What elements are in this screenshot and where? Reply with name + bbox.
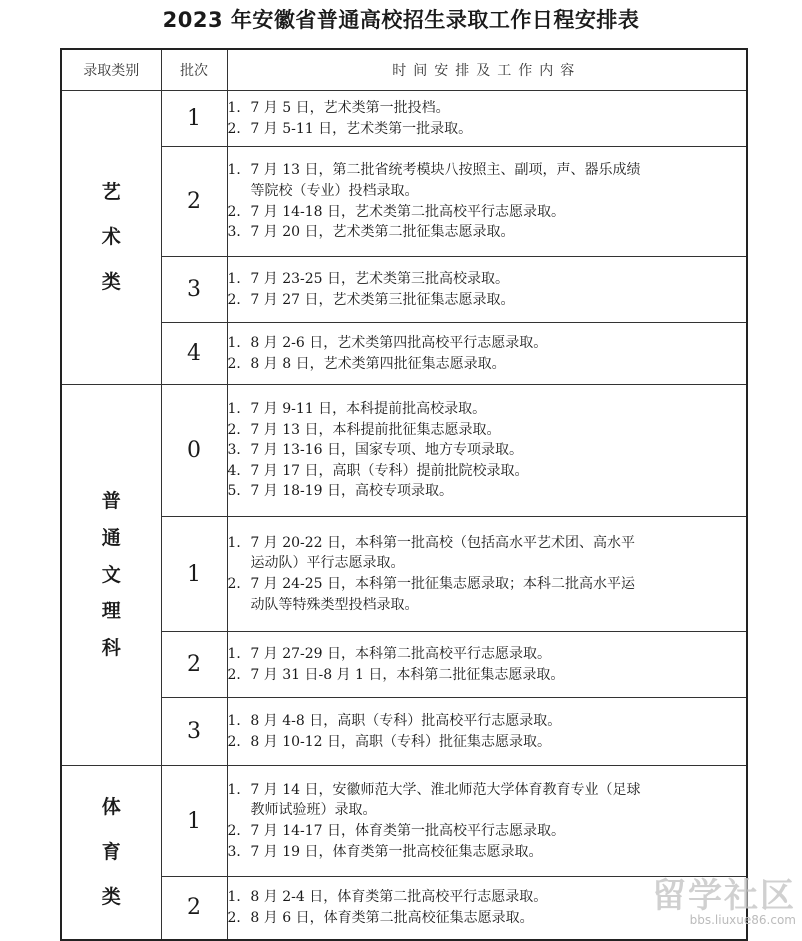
table-row <box>61 91 747 147</box>
category-char: 术 <box>101 226 121 249</box>
batch-cell: 3 <box>161 698 227 766</box>
content-cell <box>227 257 747 323</box>
table-row <box>61 257 747 323</box>
batch-cell: 2 <box>161 877 227 940</box>
schedule-line: 3．7 月 19 日，体育类第一批高校征集志愿录取。 <box>227 843 543 860</box>
schedule-line: 2．8 月 8 日，艺术类第四批征集志愿录取。 <box>227 355 506 372</box>
page-title: 2023 年安徽省普通高校招生录取工作日程安排表 <box>162 8 640 32</box>
schedule-line: 4．7 月 17 日，高职（专科）提前批院校录取。 <box>227 462 529 479</box>
header-row <box>61 49 747 91</box>
watermark-url: bbs.liuxue86.com <box>689 913 796 927</box>
table-row <box>61 877 747 940</box>
schedule-line: 2．7 月 14-17 日，体育类第一批高校平行志愿录取。 <box>227 823 566 839</box>
batch-cell: 0 <box>161 385 227 517</box>
schedule-line: 1．7 月 23-25 日，艺术类第三批高校录取。 <box>227 270 510 287</box>
content-cell <box>227 517 747 632</box>
content-cell <box>227 147 747 257</box>
schedule-line: 3．7 月 20 日，艺术类第二批征集志愿录取。 <box>227 224 515 241</box>
batch-cell: 2 <box>161 147 227 257</box>
category-char: 文 <box>101 563 121 586</box>
batch-cell: 1 <box>161 517 227 632</box>
category-char: 类 <box>101 885 121 908</box>
schedule-line: 1．8 月 4-8 日，高职（专科）批高校平行志愿录取。 <box>227 712 562 729</box>
schedule-line: 2．7 月 13 日，本科提前批征集志愿录取。 <box>227 421 501 438</box>
content-cell <box>227 632 747 698</box>
table-row <box>61 147 747 257</box>
category-char: 通 <box>101 526 121 549</box>
schedule-body <box>61 91 747 940</box>
schedule-line: 等院校（专业）投档录取。 <box>250 182 419 199</box>
category-char: 体 <box>101 796 121 819</box>
table-row <box>61 323 747 385</box>
schedule-line: 1．8 月 2-4 日，体育类第二批高校平行志愿录取。 <box>227 889 548 906</box>
schedule-line: 2．7 月 14-18 日，艺术类第二批高校平行志愿录取。 <box>227 203 566 220</box>
category-char: 理 <box>101 600 121 623</box>
schedule-line: 3．7 月 13-16 日，国家专项、地方专项录取。 <box>227 442 524 459</box>
schedule-line: 2．7 月 27 日，艺术类第三批征集志愿录取。 <box>227 291 515 308</box>
schedule-line: 1．7 月 14 日，安徽师范大学、淮北师范大学体育教育专业（足球 <box>227 781 641 798</box>
batch-cell: 4 <box>161 323 227 385</box>
schedule-line: 2．7 月 31 日-8 月 1 日，本科第二批征集志愿录取。 <box>227 666 565 683</box>
category-char: 普 <box>101 490 121 512</box>
content-cell <box>227 698 747 766</box>
category-char: 类 <box>101 270 121 293</box>
schedule-line: 2．8 月 6 日，体育类第二批高校征集志愿录取。 <box>227 909 534 926</box>
schedule-line: 1．8 月 2-6 日，艺术类第四批高校平行志愿录取。 <box>227 334 548 351</box>
schedule-table <box>60 48 748 941</box>
content-cell <box>227 385 747 517</box>
schedule-line: 1．7 月 5 日，艺术类第一批投档。 <box>227 99 450 116</box>
schedule-line: 1．7 月 13 日，第二批省统考模块八按照主、副项，声、器乐成绩 <box>227 162 641 179</box>
table-row <box>61 632 747 698</box>
table-row <box>61 385 747 517</box>
schedule-line: 2．7 月 24-25 日，本科第一批征集志愿录取；本科二批高水平运 <box>227 576 636 592</box>
schedule-line: 2．8 月 10-12 日，高职（专科）批征集志愿录取。 <box>227 733 552 750</box>
schedule-line: 1．7 月 9-11 日，本科提前批高校录取。 <box>227 401 487 418</box>
content-cell <box>227 766 747 877</box>
table-row <box>61 517 747 632</box>
category-cell <box>61 766 161 940</box>
table-row <box>61 698 747 766</box>
batch-cell: 2 <box>161 632 227 698</box>
schedule-line: 1．7 月 20-22 日，本科第一批高校（包括高水平艺术团、高水平 <box>227 534 636 551</box>
category-cell <box>61 91 161 385</box>
table-row <box>61 766 747 877</box>
content-cell <box>227 91 747 147</box>
header-batch: 批次 <box>161 49 227 91</box>
schedule-line: 1．7 月 27-29 日，本科第二批高校平行志愿录取。 <box>227 645 552 662</box>
schedule-line: 动队等特殊类型投档录取。 <box>250 596 419 613</box>
schedule-line: 2．7 月 5-11 日，艺术类第一批录取。 <box>227 120 473 137</box>
batch-cell: 1 <box>161 91 227 147</box>
category-cell <box>61 385 161 766</box>
batch-cell: 3 <box>161 257 227 323</box>
schedule-line: 5．7 月 18-19 日，高校专项录取。 <box>227 483 454 500</box>
category-char: 育 <box>101 840 121 863</box>
batch-cell: 1 <box>161 766 227 877</box>
schedule-line: 运动队）平行志愿录取。 <box>250 555 405 572</box>
header-category: 录取类别 <box>61 49 161 91</box>
watermark-logo: 留学社区 <box>652 876 796 916</box>
content-cell <box>227 323 747 385</box>
category-char: 科 <box>101 637 121 660</box>
header-content: 时间安排及工作内容 <box>227 49 747 91</box>
schedule-line: 教师试验班）录取。 <box>250 802 377 819</box>
category-char: 艺 <box>101 181 121 204</box>
watermark <box>652 868 796 927</box>
